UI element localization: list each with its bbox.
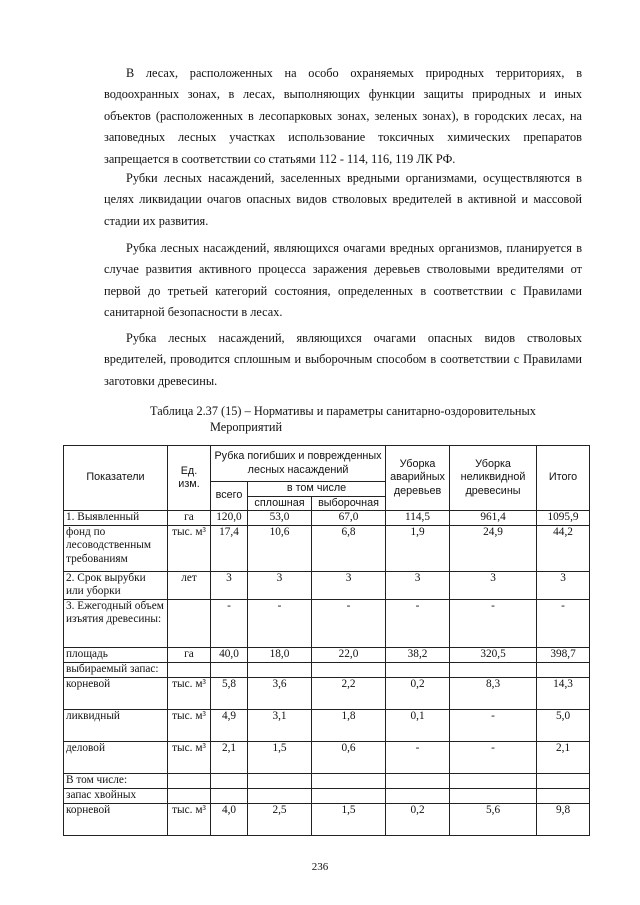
row-value: - xyxy=(248,599,312,647)
paragraph-4: Рубка лесных насаждений, являющихся очагами опасных видов стволовых вредителей, проводится сплошным и выборочным способом в соответствии с Правилами заготовки древесины. xyxy=(104,331,582,388)
table-row xyxy=(64,677,590,709)
row-value: 320,5 xyxy=(450,647,537,662)
table-row xyxy=(64,803,590,835)
row-value: 5,8 xyxy=(211,677,248,709)
row-unit xyxy=(168,788,211,803)
header-illiquid: Уборка неликвидной древесины xyxy=(450,446,537,511)
row-value: 398,7 xyxy=(537,647,590,662)
row-label: ликвидный xyxy=(64,709,168,741)
row-value xyxy=(386,662,450,677)
row-value: 3,6 xyxy=(248,677,312,709)
table-row xyxy=(64,647,590,662)
row-value: 1,9 xyxy=(386,525,450,571)
row-value: 5,0 xyxy=(537,709,590,741)
row-label: выбираемый запас: xyxy=(64,662,168,677)
row-value: 18,0 xyxy=(248,647,312,662)
table-caption xyxy=(150,403,570,435)
caption-line-2: Мероприятий xyxy=(210,420,283,434)
row-value: 5,6 xyxy=(450,803,537,835)
row-value: 3 xyxy=(386,571,450,599)
row-value xyxy=(312,662,386,677)
table-row xyxy=(64,788,590,803)
row-value: 3 xyxy=(211,571,248,599)
header-clear: сплошная xyxy=(248,496,312,511)
row-value xyxy=(248,773,312,788)
row-value: 3 xyxy=(248,571,312,599)
row-value: 17,4 xyxy=(211,525,248,571)
row-value: 4,9 xyxy=(211,709,248,741)
row-label: деловой xyxy=(64,741,168,773)
row-unit: тыс. м³ xyxy=(168,525,211,571)
row-value: 0,1 xyxy=(386,709,450,741)
row-value: 120,0 xyxy=(211,511,248,526)
row-value: - xyxy=(211,599,248,647)
row-value: 38,2 xyxy=(386,647,450,662)
row-label: 2. Срок вырубки или уборки xyxy=(64,571,168,599)
row-value xyxy=(450,773,537,788)
row-value: 44,2 xyxy=(537,525,590,571)
header-indicator: Показатели xyxy=(64,446,168,511)
row-value: 114,5 xyxy=(386,511,450,526)
header-selective: выборочная xyxy=(312,496,386,511)
header-total-all: всего xyxy=(211,482,248,511)
table-row xyxy=(64,599,590,647)
row-value xyxy=(537,788,590,803)
row-value xyxy=(450,662,537,677)
table-row xyxy=(64,511,590,526)
norms-table xyxy=(63,445,590,836)
header-unit: Ед. изм. xyxy=(168,446,211,511)
row-label: корневой xyxy=(64,677,168,709)
row-value: 6,8 xyxy=(312,525,386,571)
row-value: 53,0 xyxy=(248,511,312,526)
row-value: - xyxy=(386,599,450,647)
row-value: 14,3 xyxy=(537,677,590,709)
row-value: 2,5 xyxy=(248,803,312,835)
row-value: - xyxy=(386,741,450,773)
page-number: 236 xyxy=(311,861,329,873)
row-value: - xyxy=(450,741,537,773)
row-value: 3 xyxy=(450,571,537,599)
row-value: 22,0 xyxy=(312,647,386,662)
row-value: 2,1 xyxy=(537,741,590,773)
row-value: 1,8 xyxy=(312,709,386,741)
row-value: 2,1 xyxy=(211,741,248,773)
row-unit xyxy=(168,773,211,788)
row-value xyxy=(537,662,590,677)
row-value: 9,8 xyxy=(537,803,590,835)
header-incl: в том числе xyxy=(248,482,386,497)
row-value: 3,1 xyxy=(248,709,312,741)
row-value: 4,0 xyxy=(211,803,248,835)
row-value xyxy=(211,788,248,803)
row-value xyxy=(386,773,450,788)
table-row xyxy=(64,525,590,571)
row-value: 24,9 xyxy=(450,525,537,571)
row-value: - xyxy=(537,599,590,647)
row-value xyxy=(211,662,248,677)
row-value: 1,5 xyxy=(312,803,386,835)
row-unit: тыс. м³ xyxy=(168,677,211,709)
paragraph-2: Рубки лесных насаждений, заселенных вредными организмами, осуществляются в целях ликвидации очагов опасных видов стволовых вредителей в активной и массовой стадии их развития. xyxy=(104,171,582,228)
header-emergency: Уборка аварийных деревьев xyxy=(386,446,450,511)
row-value: 67,0 xyxy=(312,511,386,526)
table-row xyxy=(64,773,590,788)
row-value xyxy=(211,773,248,788)
header-itogo: Итого xyxy=(537,446,590,511)
row-value: - xyxy=(450,709,537,741)
row-value: 2,2 xyxy=(312,677,386,709)
row-value: 0,2 xyxy=(386,677,450,709)
row-value: - xyxy=(450,599,537,647)
paragraph-1: В лесах, расположенных на особо охраняемых природных территориях, в водоохранных зонах, в лесах, выполняющих функции защиты природных и иных объектов (расположенных в лесопарковых зонах, зеленых зонах), в городских лесах, на заповедных лесных участках использование токсичных химических препаратов запрещается в соответствии со статьями 112 - 114, 116, 119 ЛК РФ. xyxy=(104,66,582,166)
row-label: площадь xyxy=(64,647,168,662)
row-value: - xyxy=(312,599,386,647)
row-label: корневой xyxy=(64,803,168,835)
row-value xyxy=(386,788,450,803)
row-unit: га xyxy=(168,511,211,526)
row-value xyxy=(248,788,312,803)
row-value xyxy=(248,662,312,677)
row-label: фонд по лесоводственным требованиям xyxy=(64,525,168,571)
row-label: 3. Ежегодный объем изъятия древесины: xyxy=(64,599,168,647)
row-unit: тыс. м³ xyxy=(168,709,211,741)
table-row xyxy=(64,662,590,677)
paragraph-3: Рубка лесных насаждений, являющихся очагами вредных организмов, планируется в случае развития активного процесса заражения деревьев стволовыми вредителями от первой до третьей категорий состояния, определенных в соответствии с Правилами санитарной безопасности в лесах. xyxy=(104,241,582,320)
row-unit: тыс. м³ xyxy=(168,803,211,835)
row-value: 3 xyxy=(537,571,590,599)
row-value xyxy=(312,788,386,803)
row-unit: тыс. м³ xyxy=(168,741,211,773)
header-felling: Рубка погибших и поврежденных лесных насаждений xyxy=(211,446,386,482)
row-unit xyxy=(168,662,211,677)
row-unit: лет xyxy=(168,571,211,599)
table-row xyxy=(64,709,590,741)
row-value: 10,6 xyxy=(248,525,312,571)
row-unit xyxy=(168,599,211,647)
row-unit: га xyxy=(168,647,211,662)
row-value xyxy=(537,773,590,788)
row-value: 40,0 xyxy=(211,647,248,662)
row-value: 3 xyxy=(312,571,386,599)
row-label: В том числе: xyxy=(64,773,168,788)
row-label: 1. Выявленный xyxy=(64,511,168,526)
row-value xyxy=(450,788,537,803)
row-value: 1,5 xyxy=(248,741,312,773)
row-value: 0,6 xyxy=(312,741,386,773)
row-label: запас хвойных xyxy=(64,788,168,803)
row-value xyxy=(312,773,386,788)
caption-line-1: Таблица 2.37 (15) – Нормативы и параметры санитарно-оздоровительных xyxy=(150,404,536,418)
row-value: 1095,9 xyxy=(537,511,590,526)
row-value: 8,3 xyxy=(450,677,537,709)
table-row xyxy=(64,741,590,773)
table-row xyxy=(64,571,590,599)
row-value: 0,2 xyxy=(386,803,450,835)
row-value: 961,4 xyxy=(450,511,537,526)
